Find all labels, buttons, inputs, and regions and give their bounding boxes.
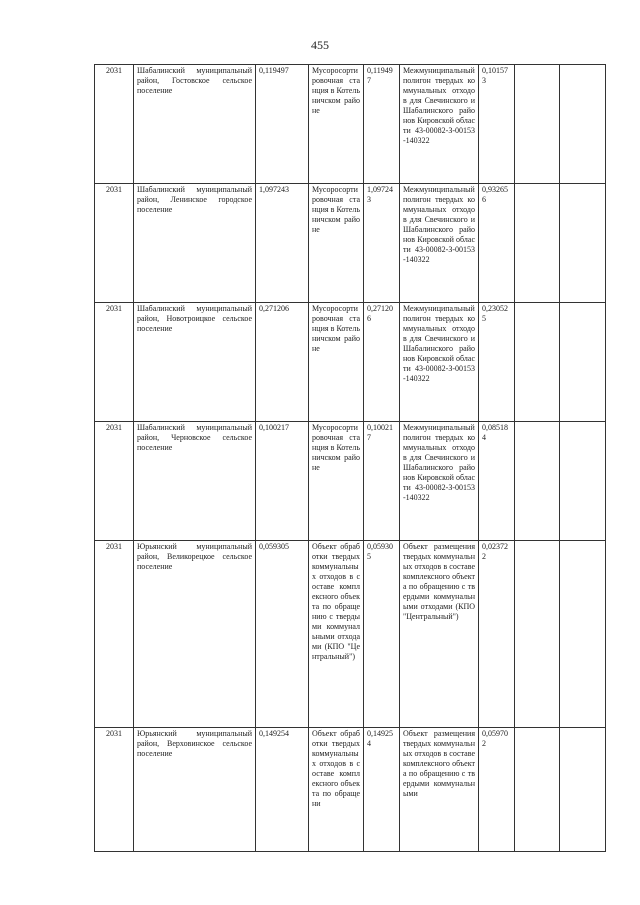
table-row: [95, 65, 606, 184]
processing-object-cell: Мусоросортировочная станция в Котельничском районе: [309, 184, 364, 303]
disposal-object-cell: Межмуниципальный полигон твердых коммунальных отходов для Свечинского и Шабалинского районов Кировской области 43-00082-З-00153-140322: [400, 422, 479, 541]
disposal-object-cell: Объект размещения твердых коммунальных отходов в составе комплексного объекта по обращению с твердыми коммунальными отходами (КПО "Центральный"): [400, 541, 479, 728]
processing-object-cell: Объект обработки твердых коммунальных отходов в составе комплексного объекта по обращени: [309, 728, 364, 852]
table-row: [95, 422, 606, 541]
processed-mass-cell: 1,097243: [364, 184, 400, 303]
table-row: [95, 728, 606, 852]
empty-cell: [515, 303, 560, 422]
mass-cell: 0,271206: [256, 303, 309, 422]
processed-mass-cell: 0,149254: [364, 728, 400, 852]
processed-mass-cell: 0,100217: [364, 422, 400, 541]
year-cell: 2031: [95, 541, 134, 728]
municipality-cell: Юрьянский муниципальный район, Верховинское сельское поселение: [134, 728, 256, 852]
mass-cell: 1,097243: [256, 184, 309, 303]
processing-object-cell: Объект обработки твердых коммунальных отходов в составе комплексного объекта по обращению с твердыми коммунальными отходами (КПО "Центральный"): [309, 541, 364, 728]
empty-cell: [515, 184, 560, 303]
municipality-cell: Шабалинский муниципальный район, Новотроицкое сельское поселение: [134, 303, 256, 422]
disposal-mass-cell: 0,932656: [479, 184, 515, 303]
municipality-cell: Шабалинский муниципальный район, Черновское сельское поселение: [134, 422, 256, 541]
processed-mass-cell: 0,119497: [364, 65, 400, 184]
year-cell: 2031: [95, 422, 134, 541]
disposal-object-cell: Объект размещения твердых коммунальных отходов в составе комплексного объекта по обращению с твердыми коммунальными: [400, 728, 479, 852]
empty-cell: [560, 541, 606, 728]
processed-mass-cell: 0,271206: [364, 303, 400, 422]
year-cell: 2031: [95, 184, 134, 303]
mass-cell: 0,059305: [256, 541, 309, 728]
mass-cell: 0,100217: [256, 422, 309, 541]
mass-cell: 0,119497: [256, 65, 309, 184]
waste-flow-table: [94, 64, 606, 852]
empty-cell: [515, 65, 560, 184]
page-number: 455: [311, 38, 329, 52]
municipality-cell: Шабалинский муниципальный район, Гостовское сельское поселение: [134, 65, 256, 184]
table-row: [95, 541, 606, 728]
disposal-object-cell: Межмуниципальный полигон твердых коммунальных отходов для Свечинского и Шабалинского районов Кировской области 43-00082-З-00153-140322: [400, 184, 479, 303]
empty-cell: [560, 184, 606, 303]
empty-cell: [560, 422, 606, 541]
year-cell: 2031: [95, 65, 134, 184]
year-cell: 2031: [95, 303, 134, 422]
table-row: [95, 184, 606, 303]
municipality-cell: Шабалинский муниципальный район, Ленинское городское поселение: [134, 184, 256, 303]
empty-cell: [515, 422, 560, 541]
municipality-cell: Юрьянский муниципальный район, Великорецкое сельское поселение: [134, 541, 256, 728]
processing-object-cell: Мусоросортировочная станция в Котельничском районе: [309, 303, 364, 422]
disposal-object-cell: Межмуниципальный полигон твердых коммунальных отходов для Свечинского и Шабалинского районов Кировской области 43-00082-З-00153-140322: [400, 303, 479, 422]
empty-cell: [515, 728, 560, 852]
empty-cell: [560, 65, 606, 184]
empty-cell: [515, 541, 560, 728]
disposal-mass-cell: 0,101573: [479, 65, 515, 184]
disposal-mass-cell: 0,230525: [479, 303, 515, 422]
disposal-object-cell: Межмуниципальный полигон твердых коммунальных отходов для Свечинского и Шабалинского районов Кировской области 43-00082-З-00153-140322: [400, 65, 479, 184]
disposal-mass-cell: 0,059702: [479, 728, 515, 852]
disposal-mass-cell: 0,023722: [479, 541, 515, 728]
mass-cell: 0,149254: [256, 728, 309, 852]
empty-cell: [560, 303, 606, 422]
processing-object-cell: Мусоросортировочная станция в Котельничском районе: [309, 65, 364, 184]
table-row: [95, 303, 606, 422]
disposal-mass-cell: 0,085184: [479, 422, 515, 541]
processing-object-cell: Мусоросортировочная станция в Котельничском районе: [309, 422, 364, 541]
empty-cell: [560, 728, 606, 852]
year-cell: 2031: [95, 728, 134, 852]
processed-mass-cell: 0,059305: [364, 541, 400, 728]
